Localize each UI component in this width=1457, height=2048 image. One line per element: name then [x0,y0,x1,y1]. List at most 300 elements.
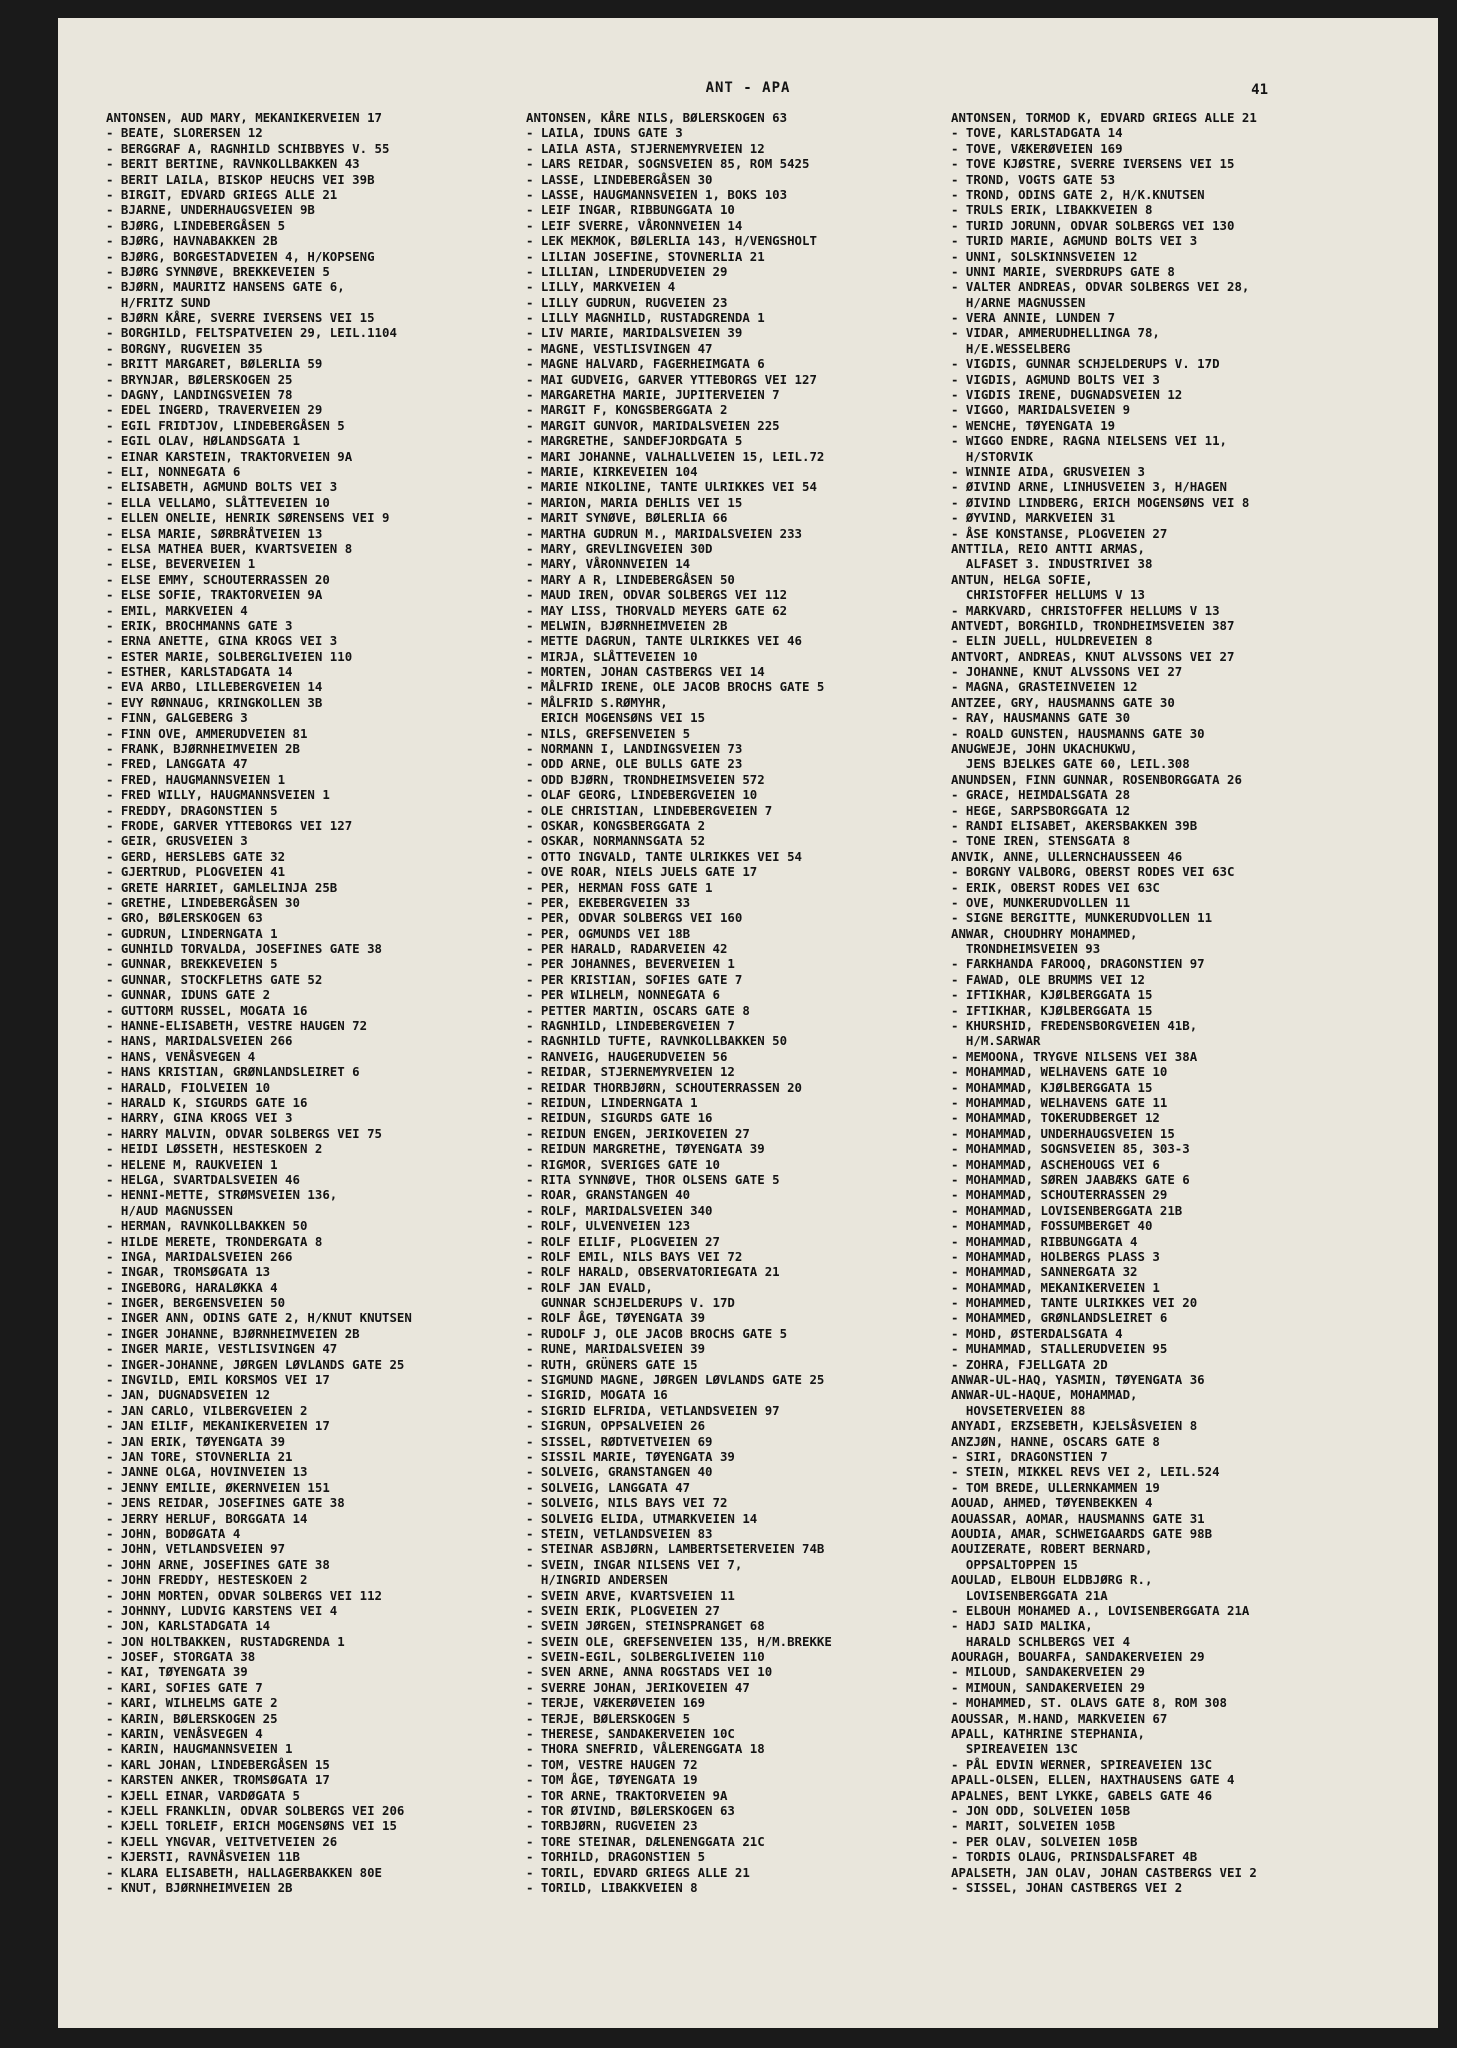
directory-entry: - MOHAMMAD, SOGNSVEIEN 85, 303-3 [951,1141,1190,1157]
directory-entry: - HENNI-METTE, STRØMSVEIEN 136, [106,1187,338,1203]
directory-entry: - EVA ARBO, LILLEBERGVEIEN 14 [106,679,323,695]
directory-entry: - TURID MARIE, AGMUND BOLTS VEI 3 [951,233,1198,249]
directory-entry: - ELSA MATHEA BUER, KVARTSVEIEN 8 [106,540,353,556]
directory-entry: - MARIE, KIRKEVEIEN 104 [526,463,698,479]
directory-entry: - PETTER MARTIN, OSCARS GATE 8 [526,1002,750,1018]
directory-entry: - PER, OGMUNDS VEI 18B [526,925,691,941]
directory-entry: - GUNNAR, BREKKEVEIEN 5 [106,956,278,972]
directory-entry: - LASSE, LINDEBERGÅSEN 30 [526,171,713,187]
directory-entry: - TRULS ERIK, LIBAKKVEIEN 8 [951,202,1153,218]
directory-entry: - BJØRN KÅRE, SVERRE IVERSENS VEI 15 [106,310,375,326]
directory-entry: - JON, KARLSTADGATA 14 [106,1618,271,1634]
directory-entry: - ESTHER, KARLSTADGATA 14 [106,664,293,680]
directory-entry: - TOM BREDE, ULLERNKAMMEN 19 [951,1479,1160,1495]
directory-entry: - ROLF EILIF, PLOGVEIEN 27 [526,1233,720,1249]
directory-entry: ANWAR-UL-HAQ, YASMIN, TØYENGATA 36 [951,1372,1205,1388]
directory-entry: - SIRI, DRAGONSTIEN 7 [951,1448,1108,1464]
directory-entry: - LILLY MAGNHILD, RUSTADGRENDA 1 [526,310,765,326]
directory-entry: - SOLVEIG, GRANSTANGEN 40 [526,1464,713,1480]
directory-entry: - HEIDI LØSSETH, HESTESKOEN 2 [106,1141,323,1157]
directory-entry: - RAY, HAUSMANNS GATE 30 [951,710,1131,726]
directory-entry: - ÅSE KONSTANSE, PLOGVEIEN 27 [951,525,1168,541]
directory-entry: - PER, HERMAN FOSS GATE 1 [526,879,713,895]
directory-entry: - STEIN, VETLANDSVEIEN 83 [526,1525,713,1541]
directory-entry: - PER HARALD, RADARVEIEN 42 [526,941,728,957]
directory-entry: ANTTILA, REIO ANTTI ARMAS, [951,540,1145,556]
directory-entry: - THERESE, SANDAKERVEIEN 10C [526,1726,735,1742]
directory-entry: ANTZEE, GRY, HAUSMANNS GATE 30 [951,694,1175,710]
directory-entry: - ODD ARNE, OLE BULLS GATE 23 [526,756,743,772]
directory-entry: ANTVORT, ANDREAS, KNUT ALVSSONS VEI 27 [951,648,1235,664]
directory-entry: - OLE CHRISTIAN, LINDEBERGVEIEN 7 [526,802,773,818]
directory-entry: HARALD SCHLBERGS VEI 4 [951,1633,1131,1649]
directory-entry: - ELSE SOFIE, TRAKTORVEIEN 9A [106,587,323,603]
directory-entry: - SOLVEIG, LANGGATA 47 [526,1479,691,1495]
directory-entry: - BJARNE, UNDERHAUGSVEIEN 9B [106,202,315,218]
directory-entry: - JOHNNY, LUDVIG KARSTENS VEI 4 [106,1602,338,1618]
directory-entry: - FRED WILLY, HAUGMANNSVEIEN 1 [106,787,330,803]
directory-entry: - TOVE KJØSTRE, SVERRE IVERSENS VEI 15 [951,156,1235,172]
directory-entry: TRONDHEIMSVEIEN 93 [951,941,1101,957]
directory-entry: - MARGRETHE, SANDEFJORDGATA 5 [526,433,743,449]
directory-entry: - MEMOONA, TRYGVE NILSENS VEI 38A [951,1048,1198,1064]
directory-entry: - GUDRUN, LINDERNGATA 1 [106,925,278,941]
directory-entry: - TERJE, BØLERSKOGEN 5 [526,1710,691,1726]
directory-entry: - MUHAMMAD, STALLERUDVEIEN 95 [951,1341,1168,1357]
directory-entry: - JOHN, BODØGATA 4 [106,1525,241,1541]
directory-entry: - KARSTEN ANKER, TROMSØGATA 17 [106,1772,330,1788]
directory-entry: - SVEIN ERIK, PLOGVEIEN 27 [526,1602,720,1618]
directory-entry: H/M.SARWAR [951,1033,1041,1049]
directory-entry: - MOHAMMAD, RIBBUNGGATA 4 [951,1233,1138,1249]
directory-entry: - REIDUN ENGEN, JERIKOVEIEN 27 [526,1125,750,1141]
directory-entry: - KARIN, VENÅSVEGEN 4 [106,1726,263,1742]
directory-entry: - INGVILD, EMIL KORSMOS VEI 17 [106,1372,330,1388]
directory-entry: - KJELL TORLEIF, ERICH MOGENSØNS VEI 15 [106,1818,397,1834]
directory-entry: - SVEIN-EGIL, SOLBERGLIVEIEN 110 [526,1649,765,1665]
directory-entry: - TOM ÅGE, TØYENGATA 19 [526,1772,698,1788]
directory-entry: - JANNE OLGA, HOVINVEIEN 13 [106,1464,308,1480]
directory-entry: - MOHAMMED, ST. OLAVS GATE 8, ROM 308 [951,1695,1228,1711]
directory-entry: ANTUN, HELGA SOFIE, [951,571,1093,587]
directory-entry: - KARIN, BØLERSKOGEN 25 [106,1710,278,1726]
directory-entry: - BJØRG, HAVNABAKKEN 2B [106,233,278,249]
directory-entry: - EINAR KARSTEIN, TRAKTORVEIEN 9A [106,448,353,464]
directory-entry: - BORGNY VALBORG, OBERST RODES VEI 63C [951,864,1235,880]
directory-entry: - MARION, MARIA DEHLIS VEI 15 [526,494,743,510]
directory-entry: - DAGNY, LANDINGSVEIEN 78 [106,387,293,403]
directory-entry: - JOHN ARNE, JOSEFINES GATE 38 [106,1556,330,1572]
directory-entry: - MAGNE HALVARD, FAGERHEIMGATA 6 [526,356,765,372]
directory-entry: - JOHN MORTEN, ODVAR SOLBERGS VEI 112 [106,1587,383,1603]
directory-entry: APALSETH, JAN OLAV, JOHAN CASTBERGS VEI 2 [951,1864,1257,1880]
directory-entry: - OVE ROAR, NIELS JUELS GATE 17 [526,864,758,880]
directory-entry: - MOHAMMAD, KJØLBERGGATA 15 [951,1079,1153,1095]
directory-entry: - NORMANN I, LANDINGSVEIEN 73 [526,741,743,757]
directory-entry: - KARIN, HAUGMANNSVEIEN 1 [106,1741,293,1757]
directory-entry: - JENNY EMILIE, ØKERNVEIEN 151 [106,1479,330,1495]
directory-entry: APALNES, BENT LYKKE, GABELS GATE 46 [951,1787,1213,1803]
directory-entry: - JAN TORE, STOVNERLIA 21 [106,1448,293,1464]
directory-entry: - ROLF HARALD, OBSERVATORIEGATA 21 [526,1264,780,1280]
directory-entry: - INGER MARIE, VESTLISVINGEN 47 [106,1341,338,1357]
directory-entry: - MARIT SYNØVE, BØLERLIA 66 [526,510,728,526]
directory-entry: - BJØRG, LINDEBERGÅSEN 5 [106,217,286,233]
directory-entry: - KARL JOHAN, LINDEBERGÅSEN 15 [106,1756,330,1772]
directory-entry: - SOLVEIG, NILS BAYS VEI 72 [526,1495,728,1511]
directory-entry: - FAWAD, OLE BRUMMS VEI 12 [951,971,1145,987]
directory-entry: - EMIL, MARKVEIEN 4 [106,602,248,618]
directory-entry: - SVEIN OLE, GREFSENVEIEN 135, H/M.BREKKE [526,1633,832,1649]
directory-entry: - LASSE, HAUGMANNSVEIEN 1, BOKS 103 [526,186,788,202]
directory-entry: - BERIT LAILA, BISKOP HEUCHS VEI 39B [106,171,375,187]
directory-entry: - ØIVIND LINDBERG, ERICH MOGENSØNS VEI 8 [951,494,1250,510]
directory-entry: - LEK MEKMOK, BØLERLIA 143, H/VENGSHOLT [526,233,817,249]
directory-entry: - STEIN, MIKKEL REVS VEI 2, LEIL.524 [951,1464,1220,1480]
directory-entry: - RUNE, MARIDALSVEIEN 39 [526,1341,706,1357]
directory-entry: - SISSEL, RØDTVETVEIEN 69 [526,1433,713,1449]
directory-entry: - WIGGO ENDRE, RAGNA NIELSENS VEI 11, [951,433,1228,449]
directory-entry: - RAGNHILD, LINDEBERGVEIEN 7 [526,1018,735,1034]
directory-entry: - TOVE, KARLSTADGATA 14 [951,125,1123,141]
directory-entry: - GRACE, HEIMDALSGATA 28 [951,787,1131,803]
directory-entry: - MOHAMMAD, TOKERUDBERGET 12 [951,1110,1160,1126]
directory-entry: GUNNAR SCHJELDERUPS V. 17D [526,1295,735,1311]
directory-entry: - MELWIN, BJØRNHEIMVEIEN 2B [526,617,728,633]
directory-entry: - BERGGRAF A, RAGNHILD SCHIBBYES V. 55 [106,140,390,156]
directory-entry: ANVIK, ANNE, ULLERNCHAUSSEEN 46 [951,848,1183,864]
directory-entry: - ØIVIND ARNE, LINHUSVEIEN 3, H/HAGEN [951,479,1228,495]
directory-entry: - MARY, GREVLINGVEIEN 30D [526,540,713,556]
directory-entry: - PÅL EDVIN WERNER, SPIREAVEIEN 13C [951,1756,1213,1772]
directory-entry: - SIGRID, MOGATA 16 [526,1387,668,1403]
directory-entry: - ELIN JUELL, HULDREVEIEN 8 [951,633,1153,649]
directory-entry: - ØYVIND, MARKVEIEN 31 [951,510,1116,526]
directory-entry: - MOHAMMAD, SANNERGATA 32 [951,1264,1138,1280]
directory-entry: - TROND, VOGTS GATE 53 [951,171,1116,187]
directory-entry: - PER JOHANNES, BEVERVEIEN 1 [526,956,735,972]
directory-entry: - VIDAR, AMMERUDHELLINGA 78, [951,325,1160,341]
directory-entry: - IFTIKHAR, KJØLBERGGATA 15 [951,987,1153,1003]
directory-entry: - TOR ØIVIND, BØLERSKOGEN 63 [526,1802,735,1818]
directory-entry: H/AUD MAGNUSSEN [106,1202,233,1218]
directory-entry: - MOHAMMAD, LOVISENBERGGATA 21B [951,1202,1183,1218]
directory-entry: - TORHILD, DRAGONSTIEN 5 [526,1849,706,1865]
directory-entry: LOVISENBERGGATA 21A [951,1587,1108,1603]
directory-entry: - TOVE, VÆKERØVEIEN 169 [951,140,1123,156]
directory-entry: - FRANK, BJØRNHEIMVEIEN 2B [106,741,300,757]
directory-entry: - KHURSHID, FREDENSBORGVEIEN 41B, [951,1018,1198,1034]
directory-entry: ANTONSEN, AUD MARY, MEKANIKERVEIEN 17 [106,110,383,125]
directory-entry: APALL-OLSEN, ELLEN, HAXTHAUSENS GATE 4 [951,1772,1235,1788]
directory-entry: - PER KRISTIAN, SOFIES GATE 7 [526,971,743,987]
directory-entry: - GJERTRUD, PLOGVEIEN 41 [106,864,286,880]
directory-entry: - ROAR, GRANSTANGEN 40 [526,1187,691,1203]
directory-entry: H/STORVIK [951,448,1034,464]
directory-entry: - KARI, SOFIES GATE 7 [106,1679,263,1695]
directory-entry: - BEATE, SLORERSEN 12 [106,125,263,141]
directory-entry: - SISSEL, JOHAN CASTBERGS VEI 2 [951,1879,1183,1895]
directory-entry: - TERJE, VÆKERØVEIEN 169 [526,1695,706,1711]
directory-entry: - JOHANNE, KNUT ALVSSONS VEI 27 [951,664,1183,680]
directory-entry: - EDEL INGERD, TRAVERVEIEN 29 [106,402,323,418]
directory-entry: - FINN, GALGEBERG 3 [106,710,248,726]
directory-entry: - MAI GUDVEIG, GARVER YTTEBORGS VEI 127 [526,371,817,387]
directory-entry: - OLAF GEORG, LINDEBERGVEIEN 10 [526,787,758,803]
directory-entry: - MOHAMMAD, SCHOUTERRASSEN 29 [951,1187,1168,1203]
directory-entry: - RIGMOR, SVERIGES GATE 10 [526,1156,720,1172]
directory-entry: - MARGIT F, KONGSBERGGATA 2 [526,402,728,418]
directory-entry: - BORGHILD, FELTSPATVEIEN 29, LEIL.1104 [106,325,397,341]
directory-entry: - LILIAN JOSEFINE, STOVNERLIA 21 [526,248,765,264]
directory-entry: ANWAR-UL-HAQUE, MOHAMMAD, [951,1387,1138,1403]
directory-entry: - JOSEF, STORGATA 38 [106,1649,256,1665]
directory-entry: - WENCHE, TØYENGATA 19 [951,417,1116,433]
page-header: ANT - APA [705,80,791,96]
directory-entry: - INGER JOHANNE, BJØRNHEIMVEIEN 2B [106,1325,360,1341]
directory-entry: - LARS REIDAR, SOGNSVEIEN 85, ROM 5425 [526,156,810,172]
directory-entry: - SVEIN JØRGEN, STEINSPRANGET 68 [526,1618,765,1634]
directory-entry: JENS BJELKES GATE 60, LEIL.308 [951,756,1190,772]
directory-entry: - INGER ANN, ODINS GATE 2, H/KNUT KNUTSEN [106,1310,412,1326]
directory-entry: - PER, ODVAR SOLBERGS VEI 160 [526,910,743,926]
directory-entry: - RITA SYNNØVE, THOR OLSENS GATE 5 [526,1171,780,1187]
directory-entry: - BERIT BERTINE, RAVNKOLLBAKKEN 43 [106,156,360,172]
directory-entry: - JON ODD, SOLVEIEN 105B [951,1802,1131,1818]
directory-entry: - ESTER MARIE, SOLBERGLIVEIEN 110 [106,648,353,664]
directory-entry: - REIDUN, LINDERNGATA 1 [526,1095,698,1110]
directory-entry: - PER OLAV, SOLVEIEN 105B [951,1833,1138,1849]
directory-entry: ANYADI, ERZSEBETH, KJELSÅSVEIEN 8 [951,1418,1198,1434]
directory-entry: - ERIK, BROCHMANNS GATE 3 [106,617,293,633]
directory-entry: - MARY, VÅRONNVEIEN 14 [526,556,691,572]
directory-entry: - SVEIN ARVE, KVARTSVEIEN 11 [526,1587,735,1603]
directory-entry: - HARRY MALVIN, ODVAR SOLBERGS VEI 75 [106,1125,383,1141]
directory-entry: - MARGARETHA MARIE, JUPITERVEIEN 7 [526,387,780,403]
page-number: 41 [1251,82,1268,98]
directory-entry: - SIGNE BERGITTE, MUNKERUDVOLLEN 11 [951,910,1213,926]
directory-entry: - MOHAMMAD, WELHAVENS GATE 11 [951,1095,1168,1110]
directory-entry: - ELI, NONNEGATA 6 [106,463,241,479]
directory-entry: - ROLF, ULVENVEIEN 123 [526,1218,691,1234]
directory-entry: - LILLY GUDRUN, RUGVEIEN 23 [526,294,728,310]
directory-entry: - EGIL FRIDTJOV, LINDEBERGÅSEN 5 [106,417,345,433]
directory-entry: - MAGNE, VESTLISVINGEN 47 [526,340,713,356]
directory-entry: - NILS, GREFSENVEIEN 5 [526,725,691,741]
directory-entry: - EVY RØNNAUG, KRINGKOLLEN 3B [106,694,323,710]
directory-entry: - PER, EKEBERGVEIEN 33 [526,894,691,910]
directory-entry: - JAN, DUGNADSVEIEN 12 [106,1387,271,1403]
directory-entry: ANTONSEN, TORMOD K, EDVARD GRIEGS ALLE 21 [951,110,1257,125]
directory-entry: - RUDOLF J, OLE JACOB BROCHS GATE 5 [526,1325,788,1341]
directory-entry: - TOR ARNE, TRAKTORVEIEN 9A [526,1787,728,1803]
directory-entry: - LILLY, MARKVEIEN 4 [526,279,676,295]
directory-entry: - ERIK, OBERST RODES VEI 63C [951,879,1160,895]
directory-entry: - METTE DAGRUN, TANTE ULRIKKES VEI 46 [526,633,803,649]
directory-entry: - KJELL EINAR, VARDØGATA 5 [106,1787,300,1803]
directory-entry: - JOHN, VETLANDSVEIEN 97 [106,1541,286,1557]
directory-entry: - REIDAR THORBJØRN, SCHOUTERRASSEN 20 [526,1079,803,1095]
directory-entry: - BJØRG SYNNØVE, BREKKEVEIEN 5 [106,263,330,279]
directory-entry: - MÅLFRID S.RØMYHR, [526,694,668,710]
directory-entry: - MARGIT GUNVOR, MARIDALSVEIEN 225 [526,417,780,433]
directory-entry: - SIGRUN, OPPSALVEIEN 26 [526,1418,706,1434]
directory-entry: ERICH MOGENSØNS VEI 15 [526,710,706,726]
directory-entry: - TORDIS OLAUG, PRINSDALSFARET 4B [951,1849,1198,1865]
directory-entry: - RANDI ELISABET, AKERSBAKKEN 39B [951,817,1198,833]
directory-entry: - OTTO INGVALD, TANTE ULRIKKES VEI 54 [526,848,803,864]
directory-entry: - TOM, VESTRE HAUGEN 72 [526,1756,698,1772]
directory-entry: - VIGGO, MARIDALSVEIEN 9 [951,402,1131,418]
directory-entry: - TORILD, LIBAKKVEIEN 8 [526,1879,698,1895]
directory-entry: - SOLVEIG ELIDA, UTMARKVEIEN 14 [526,1510,758,1526]
directory-entry: - GUNHILD TORVALDA, JOSEFINES GATE 38 [106,941,383,957]
directory-entry: - MOHAMMAD, MEKANIKERVEIEN 1 [951,1279,1160,1295]
directory-entry: AOULAD, ELBOUH ELDBJØRG R., [951,1572,1153,1588]
directory-entry: - MOHD, ØSTERDALSGATA 4 [951,1325,1123,1341]
directory-entry: AOUASSAR, AOMAR, HAUSMANNS GATE 31 [951,1510,1205,1526]
directory-entry: SPIREAVEIEN 13C [951,1741,1078,1757]
directory-entry: - JON HOLTBAKKEN, RUSTADGRENDA 1 [106,1633,345,1649]
directory-entry: - IFTIKHAR, KJØLBERGGATA 15 [951,1002,1153,1018]
directory-entry: - TROND, ODINS GATE 2, H/K.KNUTSEN [951,186,1205,202]
directory-entry: - FRED, HAUGMANNSVEIEN 1 [106,771,286,787]
directory-entry: - INGER, BERGENSVEIEN 50 [106,1295,286,1311]
directory-entry: - WINNIE AIDA, GRUSVEIEN 3 [951,463,1145,479]
directory-entry: HOVSETERVEIEN 88 [951,1402,1086,1418]
directory-entry: - GUNNAR, STOCKFLETHS GATE 52 [106,971,323,987]
directory-entry: - ELSE EMMY, SCHOUTERRASSEN 20 [106,571,330,587]
directory-entry: - MARTHA GUDRUN M., MARIDALSVEIEN 233 [526,525,803,541]
directory-entry: - ROLF ÅGE, TØYENGATA 39 [526,1310,706,1326]
directory-entry: - MIMOUN, SANDAKERVEIEN 29 [951,1679,1145,1695]
directory-entry: - GRO, BØLERSKOGEN 63 [106,910,263,926]
directory-entry: AOUIZERATE, ROBERT BERNARD, [951,1541,1153,1557]
directory-entry: - SVEIN, INGAR NILSENS VEI 7, [526,1556,743,1572]
directory-entry: - TORIL, EDVARD GRIEGS ALLE 21 [526,1864,750,1880]
directory-entry: - SIGRID ELFRIDA, VETLANDSVEIEN 97 [526,1402,780,1418]
directory-entry: - OSKAR, NORMANNSGATA 52 [526,833,706,849]
directory-entry: - FINN OVE, AMMERUDVEIEN 81 [106,725,308,741]
directory-entry: - FRODE, GARVER YTTEBORGS VEI 127 [106,817,353,833]
directory-entry: - RAGNHILD TUFTE, RAVNKOLLBAKKEN 50 [526,1033,788,1049]
directory-entry: ANWAR, CHOUDHRY MOHAMMED, [951,925,1138,941]
directory-entry: - MOHAMMAD, ASCHEHOUGS VEI 6 [951,1156,1160,1172]
directory-entry: - UNNI MARIE, SVERDRUPS GATE 8 [951,263,1175,279]
directory-entry: - JAN EILIF, MEKANIKERVEIEN 17 [106,1418,330,1434]
directory-entry: - HELENE M, RAUKVEIEN 1 [106,1156,278,1172]
directory-entry: - REIDUN MARGRETHE, TØYENGATA 39 [526,1141,765,1157]
directory-entry: AOUDIA, AMAR, SCHWEIGAARDS GATE 98B [951,1525,1213,1541]
directory-entry: - BRYNJAR, BØLERSKOGEN 25 [106,371,293,387]
directory-entry: - ODD BJØRN, TRONDHEIMSVEIEN 572 [526,771,765,787]
directory-column-1 [106,110,506,1895]
directory-entry: - ROLF EMIL, NILS BAYS VEI 72 [526,1248,743,1264]
directory-entry: - MOHAMMED, GRØNLANDSLEIRET 6 [951,1310,1168,1326]
directory-entry: - MIRJA, SLÅTTEVEIEN 10 [526,648,698,664]
directory-entry: - TORE STEINAR, DÆLENENGGATA 21C [526,1833,765,1849]
directory-entry: - EGIL OLAV, HØLANDSGATA 1 [106,433,300,449]
directory-entry: - FRED, LANGGATA 47 [106,756,248,772]
directory-entry: ANTONSEN, KÅRE NILS, BØLERSKOGEN 63 [526,110,788,125]
directory-entry: - GERD, HERSLEBS GATE 32 [106,848,286,864]
directory-entry: - RANVEIG, HAUGERUDVEIEN 56 [526,1048,728,1064]
directory-entry: - HANS, MARIDALSVEIEN 266 [106,1033,293,1049]
directory-entry: ANUNDSEN, FINN GUNNAR, ROSENBORGGATA 26 [951,771,1242,787]
directory-entry: AOURAGH, BOUARFA, SANDAKERVEIEN 29 [951,1649,1205,1665]
directory-entry: - UNNI, SOLSKINNSVEIEN 12 [951,248,1138,264]
directory-entry: ALFASET 3. INDUSTRIVEI 38 [951,556,1153,572]
directory-entry: - VIGDIS, GUNNAR SCHJELDERUPS V. 17D [951,356,1220,372]
directory-entry: - STEINAR ASBJØRN, LAMBERTSETERVEIEN 74B [526,1541,825,1557]
directory-entry: - KJELL FRANKLIN, ODVAR SOLBERGS VEI 206 [106,1802,405,1818]
directory-entry: - BJØRG, BORGESTADVEIEN 4, H/KOPSENG [106,248,375,264]
directory-entry: - INGER-JOHANNE, JØRGEN LØVLANDS GATE 25 [106,1356,405,1372]
directory-entry: - LIV MARIE, MARIDALSVEIEN 39 [526,325,743,341]
directory-entry: - FREDDY, DRAGONSTIEN 5 [106,802,278,818]
directory-entry: - PER WILHELM, NONNEGATA 6 [526,987,720,1003]
directory-entry: - GUTTORM RUSSEL, MOGATA 16 [106,1002,308,1018]
directory-entry: - JENS REIDAR, JOSEFINES GATE 38 [106,1495,345,1511]
directory-entry: - MORTEN, JOHAN CASTBERGS VEI 14 [526,664,765,680]
directory-entry: - ELSA MARIE, SØRBRÅTVEIEN 13 [106,525,323,541]
directory-entry: - JOHN FREDDY, HESTESKOEN 2 [106,1572,308,1588]
directory-entry: - LEIF SVERRE, VÅRONNVEIEN 14 [526,217,743,233]
directory-entry: - THORA SNEFRID, VÅLERENGGATA 18 [526,1741,765,1757]
directory-entry: - MAY LISS, THORVALD MEYERS GATE 62 [526,602,788,618]
directory-entry: H/ARNE MAGNUSSEN [951,294,1086,310]
directory-entry: - KNUT, BJØRNHEIMVEIEN 2B [106,1879,293,1895]
directory-entry: - LEIF INGAR, RIBBUNGGATA 10 [526,202,735,218]
directory-entry: - JAN CARLO, VILBERGVEIEN 2 [106,1402,308,1418]
directory-entry: H/FRITZ SUND [106,294,211,310]
directory-entry: - ERNA ANETTE, GINA KROGS VEI 3 [106,633,338,649]
directory-entry: - ROLF, MARIDALSVEIEN 340 [526,1202,713,1218]
directory-entry: - KARI, WILHELMS GATE 2 [106,1695,278,1711]
directory-entry: - ELISABETH, AGMUND BOLTS VEI 3 [106,479,338,495]
directory-entry: OPPSALTOPPEN 15 [951,1556,1078,1572]
directory-entry: - SISSIL MARIE, TØYENGATA 39 [526,1448,735,1464]
directory-entry: ANZJØN, HANNE, OSCARS GATE 8 [951,1433,1160,1449]
directory-entry: - ELSE, BEVERVEIEN 1 [106,556,256,572]
directory-entry: - ZOHRA, FJELLGATA 2D [951,1356,1108,1372]
directory-entry: H/INGRID ANDERSEN [526,1572,668,1588]
directory-entry: - MAUD IREN, ODVAR SOLBERGS VEI 112 [526,587,788,603]
directory-entry: - BIRGIT, EDVARD GRIEGS ALLE 21 [106,186,338,202]
directory-entry: - RUTH, GRÜNERS GATE 15 [526,1356,698,1372]
directory-entry: - KJELL YNGVAR, VEITVETVEIEN 26 [106,1833,338,1849]
directory-page [58,18,1438,2028]
directory-entry: - GUNNAR, IDUNS GATE 2 [106,987,271,1003]
directory-entry: - GRETHE, LINDEBERGÅSEN 30 [106,894,300,910]
directory-entry: - REIDUN, SIGURDS GATE 16 [526,1110,713,1126]
directory-entry: - SVERRE JOHAN, JERIKOVEIEN 47 [526,1679,750,1695]
directory-entry: - SIGMUND MAGNE, JØRGEN LØVLANDS GATE 25 [526,1372,825,1388]
directory-entry: - HEGE, SARPSBORGGATA 12 [951,802,1131,818]
directory-entry: - ELLA VELLAMO, SLÅTTEVEIEN 10 [106,494,330,510]
directory-entry: - INGA, MARIDALSVEIEN 266 [106,1248,293,1264]
directory-entry: - BORGNY, RUGVEIEN 35 [106,340,263,356]
directory-entry: - MOHAMMAD, SØREN JAABÆKS GATE 6 [951,1171,1190,1187]
directory-entry: - OVE, MUNKERUDVOLLEN 11 [951,894,1131,910]
directory-entry: - GRETE HARRIET, GAMLELINJA 25B [106,879,338,895]
directory-column-2 [526,110,926,1895]
directory-entry: - GEIR, GRUSVEIEN 3 [106,833,248,849]
directory-entry: - ELLEN ONELIE, HENRIK SØRENSENS VEI 9 [106,510,390,526]
directory-entry: - MOHAMMAD, HOLBERGS PLASS 3 [951,1248,1160,1264]
directory-entry: - HELGA, SVARTDALSVEIEN 46 [106,1171,300,1187]
directory-entry: - MAGNA, GRASTEINVEIEN 12 [951,679,1138,695]
